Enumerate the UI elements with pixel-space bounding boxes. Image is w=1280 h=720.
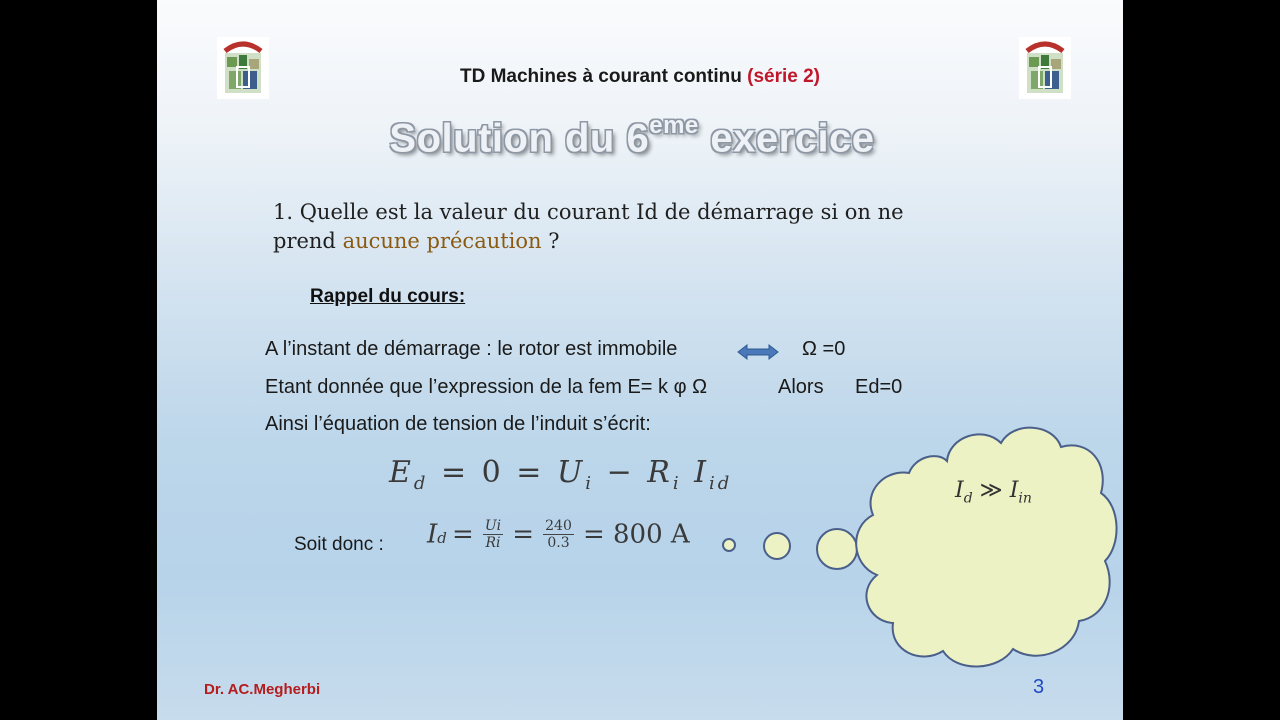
- eq2-frac2-numerator: 240: [545, 518, 572, 534]
- eq1-I-sub: id: [709, 473, 733, 494]
- eq2-result: = 800 A: [582, 519, 690, 550]
- eq1-R-sub: i: [672, 473, 682, 494]
- omega-value: Ω =0: [802, 338, 846, 360]
- cloud-I1-sub: d: [963, 490, 973, 507]
- eq1-I: I: [694, 455, 710, 490]
- double-arrow-icon: [737, 343, 779, 361]
- eq1-U: U: [556, 455, 586, 490]
- eq1-E-sub: d: [413, 473, 429, 494]
- eq2-frac1-denominator: Ri: [485, 535, 501, 551]
- cloud-I1: I: [955, 478, 964, 503]
- slide-title-superscript: eme: [649, 112, 699, 139]
- eq1-U-sub: i: [585, 473, 595, 494]
- course-line-1-text: A l’instant de démarrage : le rotor est immobile: [265, 338, 678, 360]
- question-line-1: 1. Quelle est la valeur du courant Id de démarrage si on ne: [273, 200, 904, 224]
- question-highlight: aucune précaution: [342, 229, 542, 253]
- soit-donc-label: Soit donc :: [294, 534, 384, 555]
- eq1-minus: −: [606, 455, 635, 490]
- cloud-relation: ≫: [979, 478, 1003, 503]
- eq2-fraction-2: [543, 518, 574, 551]
- eq2-equals-1: =: [451, 519, 474, 550]
- rappel-heading: Rappel du cours:: [310, 286, 466, 307]
- slide-title-suffix: exercice: [698, 116, 875, 161]
- thought-cloud: [717, 415, 1123, 677]
- question-line-2-start: prend: [273, 229, 343, 253]
- question-line-2: [273, 229, 560, 253]
- cloud-I2: I: [1009, 478, 1019, 503]
- eq2-I: I: [427, 519, 438, 550]
- question-line-2-end: ?: [541, 229, 560, 253]
- cloud-equation: [955, 478, 1032, 506]
- eq1-E: E: [389, 455, 414, 490]
- alors-label: Alors: [778, 376, 824, 398]
- eq1-zero: = 0 =: [440, 455, 545, 490]
- eq1-R: R: [647, 455, 673, 490]
- header-title-main: TD Machines à courant continu: [459, 66, 742, 87]
- eq2-frac2-denominator: 0.3: [547, 535, 570, 551]
- course-line-1: [265, 338, 677, 361]
- slide-title: [157, 112, 1107, 161]
- course-line-3: Ainsi l’équation de tension de l’induit s’écrit:: [265, 413, 651, 435]
- eq2-frac1-numerator: Ui: [484, 518, 502, 534]
- page-number: 3: [1033, 676, 1045, 698]
- eq2-equals-2: =: [512, 519, 535, 550]
- header-title-series: (série 2): [747, 66, 821, 87]
- slide-title-prefix: Solution du 6: [389, 116, 650, 161]
- cloud-I2-sub: in: [1018, 490, 1032, 507]
- ed-value: Ed=0: [855, 376, 903, 398]
- eq2-fraction-1: [483, 518, 503, 551]
- equation-starting-current: [427, 518, 690, 574]
- equation-armature-voltage: [389, 455, 732, 494]
- eq2-I-sub: d: [437, 529, 447, 548]
- course-line-2: Etant donnée que l’expression de la fem E= k φ Ω: [265, 376, 708, 398]
- author-label: Dr. AC.Megherbi: [204, 681, 321, 698]
- header-title: [157, 66, 1123, 88]
- slide: [157, 0, 1123, 720]
